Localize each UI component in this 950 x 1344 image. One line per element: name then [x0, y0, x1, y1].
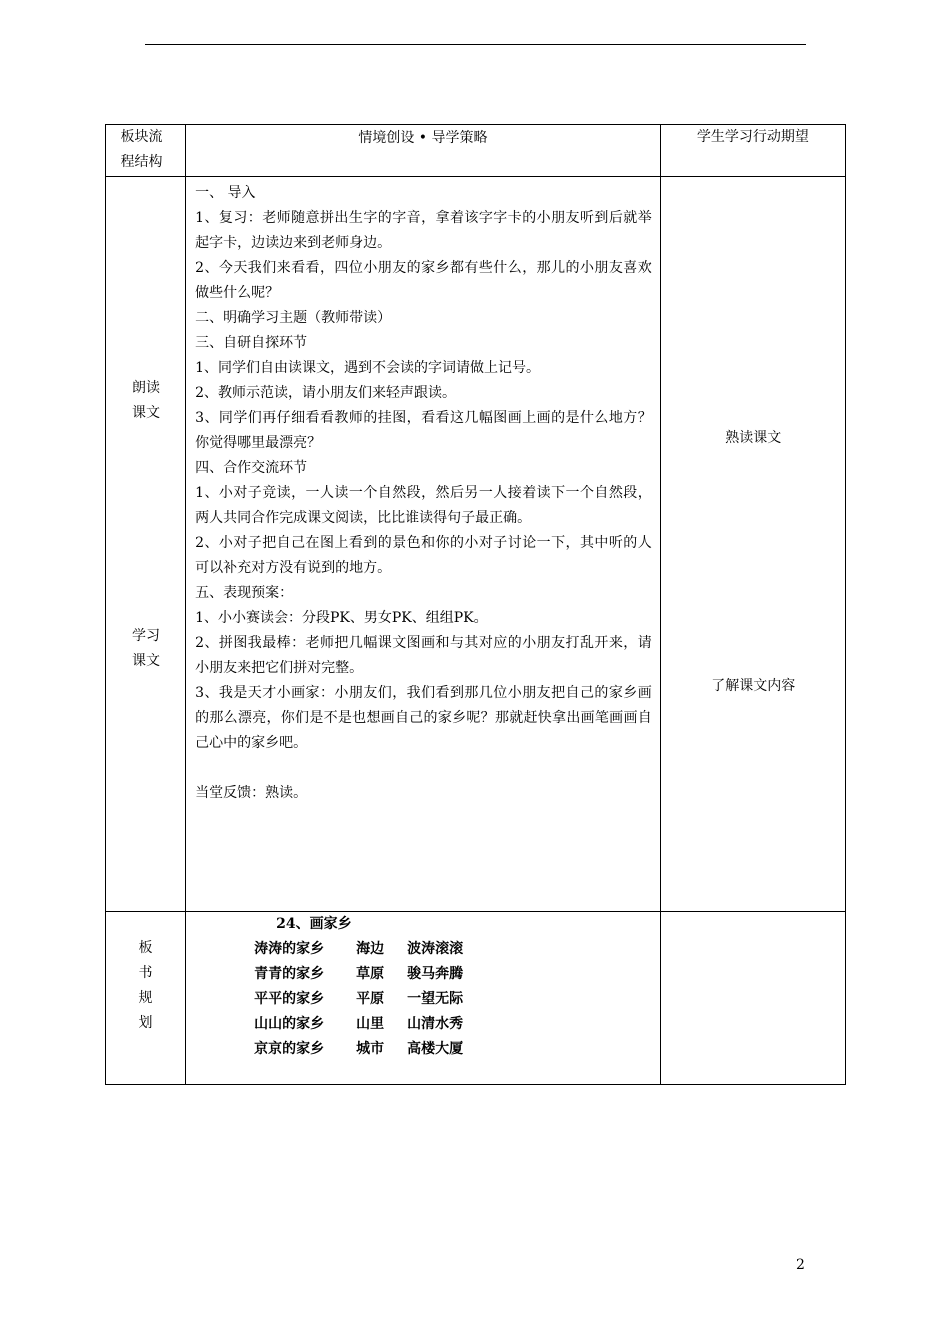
content-line: 3、我是天才小画家：小朋友们，我们看到那几位小朋友把自己的家乡画的那么漂亮，你们是不是也想画自己的家乡呢？那就赶快拿出画笔画画自己心中的家乡吧。 [195, 685, 652, 751]
board-line: 涛涛的家乡 海边 波涛滚滚 [254, 941, 464, 957]
table-header-row [106, 125, 846, 177]
board-empty-cell [660, 912, 845, 1085]
content-line: 二、明确学习主题（教师带读） [195, 310, 392, 326]
header-expectation: 学生学习行动期望 [660, 125, 845, 177]
board-plan-row [106, 912, 846, 1085]
table-main-row [106, 177, 846, 912]
content-line: 一、 导入 [195, 185, 256, 201]
expectation-cell [660, 177, 845, 912]
content-line: 2、小对子把自己在图上看到的景色和你的小对子讨论一下，其中听的人可以补充对方没有说到的地方。 [195, 535, 652, 576]
content-line: 1、复习：老师随意拼出生字的字音，拿着该字字卡的小朋友听到后就举起字卡，边读边来到老师身边。 [195, 210, 652, 251]
content-line: 1、同学们自由读课文，遇到不会读的字词请做上记号。 [195, 360, 540, 376]
content-line: 3、同学们再仔细看看教师的挂图，看看这几幅图画上画的是什么地方？你觉得哪里最漂亮？ [195, 410, 652, 451]
content-line: 2、拼图我最棒：老师把几幅课文图画和与其对应的小朋友打乱开来，请小朋友来把它们拼对完整。 [195, 635, 652, 676]
content-line: 1、小对子竞读，一人读一个自然段，然后另一人接着读下一个自然段，两人共同合作完成课文阅读，比比谁读得句子最正确。 [195, 485, 652, 526]
board-content [186, 912, 661, 1085]
board-line: 山山的家乡 山里 山清水秀 [254, 1016, 464, 1032]
label-study-text: 学习课文 [132, 628, 160, 669]
board-line: 京京的家乡 城市 高楼大厦 [254, 1041, 464, 1057]
content-line: 2、今天我们来看看，四位小朋友的家乡都有些什么，那儿的小朋友喜欢做些什么呢？ [195, 260, 652, 301]
content-line: 五、表现预案： [195, 585, 294, 601]
board-line: 平平的家乡 平原 一望无际 [254, 991, 464, 1007]
content-line: 1、小小赛读会：分段PK、男女PK、组组PK。 [195, 610, 488, 626]
header-strategy: 情境创设 • 导学策略 [186, 125, 661, 177]
content-line: 三、自研自探环节 [195, 335, 308, 351]
expectation-understand: 了解课文内容 [711, 678, 796, 694]
strategy-content [186, 177, 661, 912]
expectation-read: 熟读课文 [725, 430, 782, 446]
content-line: 2、教师示范读，请小朋友们来轻声跟读。 [195, 385, 456, 401]
lesson-plan-table [105, 124, 846, 1085]
content-line: 四、合作交流环节 [195, 460, 308, 476]
header-rule [145, 44, 806, 45]
header-structure: 板块流程结构 [106, 125, 186, 177]
board-label: 板 书 规 划 [106, 912, 186, 1085]
label-read-text: 朗读课文 [132, 380, 160, 421]
feedback-line: 当堂反馈：熟读。 [195, 785, 308, 801]
structure-cell [106, 177, 186, 912]
board-title: 24、画家乡 [276, 916, 352, 932]
page-number: 2 [796, 1257, 805, 1273]
board-line: 青青的家乡 草原 骏马奔腾 [254, 966, 464, 982]
